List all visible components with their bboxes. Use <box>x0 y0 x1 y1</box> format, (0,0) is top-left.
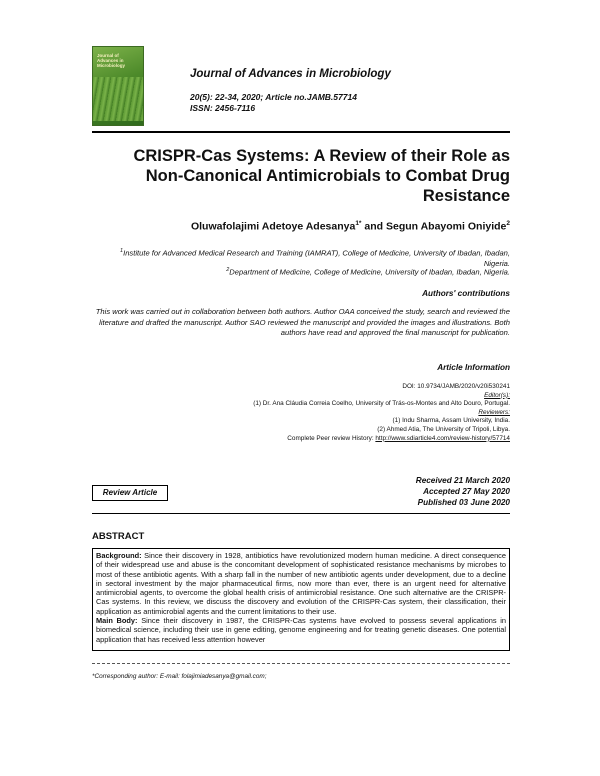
header-divider <box>92 131 510 133</box>
affiliation-2 <box>100 265 510 278</box>
accepted-date: Accepted 27 May 2020 <box>423 487 510 497</box>
editor-entry: (1) Dr. Ana Cláudia Correia Coelho, University of Trás-os-Montes and Alto Douro, Portugal. <box>253 400 510 408</box>
reviewer-entry: (1) Indu Sharma, Assam University, India. <box>392 417 510 425</box>
contributions-heading: Authors' contributions <box>422 289 510 298</box>
corresponding-author-footnote: *Corresponding author: E-mail: folajimiadesanya@gmail.com; <box>92 673 267 680</box>
review-history-label: Complete Peer review History: <box>287 434 376 442</box>
author-superscript: 2 <box>506 220 510 227</box>
abstract-background-label: Background: <box>96 551 142 560</box>
article-type-badge: Review Article <box>92 485 168 501</box>
affiliation-number: 2 <box>226 267 230 273</box>
author-name: Segun Abayomi Oniyide <box>385 220 507 233</box>
journal-issue: 20(5): 22-34, 2020; Article no.JAMB.57714 <box>190 92 357 102</box>
published-date: Published 03 June 2020 <box>417 498 510 508</box>
abstract-main-label: Main Body: <box>96 616 138 626</box>
reviewer-entry: (2) Ahmed Atia, The University of Tripoli, Libya. <box>377 425 510 433</box>
abstract-heading: ABSTRACT <box>92 531 145 542</box>
received-date: Received 21 March 2020 <box>415 476 510 485</box>
contributions-text: This work was carried out in collaboration between both authors. Author OAA conceived the study, search and reviewed the literature and drafted the manuscript. Author SAO reviewed the manuscript and provided the images and illustrations. Both authors have read and approved the final manuscript for publication. <box>95 307 510 338</box>
abstract-main-text: Since their discovery in 1987, the CRISPR-Cas systems have evolved to possess several applications in biomedical science, including their use in gene editing, genome engineering and for treating genetic diseases. One potential application that has received less attention however <box>96 616 506 644</box>
reviewers-label: Reviewers: <box>478 408 510 416</box>
affiliation-number: 1 <box>120 248 124 254</box>
doi: DOI: 10.9734/JAMB/2020/v20i530241 <box>402 383 510 390</box>
abstract-background-text: Since their discovery in 1928, antibiotics have revolutionized modern human medicine. A direct consequence of their widespread use and abuse is the concomitant development of sophisticated resistance mechanisms by microbes to most of these antibiotic agents. With a sharp fall in the number of new antibiotic agents under development, due to a decline in sectoral investment by the major pharmaceutical firms, now more than ever, there is an urgent need for alternative antimicrobial agents, to overcome the global health crisis of antimicrobial resistance. One such alternative are the CRISPR-Cas systems. In this review, we discuss the discovery and evolution of the CRISPR-Cas system, their classification, their application as antimicrobial agents and the current limitations to their use. <box>96 551 506 616</box>
footnote-divider <box>92 663 510 664</box>
abstract-box <box>92 548 510 651</box>
author-superscript: 1* <box>355 220 362 227</box>
editors-label: Editor(s): <box>484 391 510 399</box>
affiliation-text: Department of Medicine, College of Medicine, University of Ibadan, Ibadan, Nigeria. <box>229 267 510 277</box>
journal-name: Journal of Advances in Microbiology <box>190 68 391 80</box>
affiliation-text: Institute for Advanced Medical Research and Training (IAMRAT), College of Medicine, University of Ibadan, Ibadan, Nigeria. <box>123 248 510 269</box>
article-info-heading: Article Information <box>437 363 510 372</box>
publication-dates <box>300 475 510 509</box>
abstract-divider <box>92 513 510 514</box>
cover-artwork <box>93 77 144 121</box>
paper-title: CRISPR-Cas Systems: A Review of their Role as Non-Canonical Antimicrobials to Combat Drug Resistance <box>133 147 510 205</box>
abstract-main-body <box>96 616 506 644</box>
cover-title: Journal of Advances in Microbiology <box>97 53 125 68</box>
article-info-block <box>92 383 510 443</box>
abstract-background <box>96 551 506 616</box>
review-history-link[interactable]: http://www.sdiarticle4.com/review-history/57714 <box>375 434 510 442</box>
author-name: Oluwafolajimi Adetoye Adesanya <box>190 220 356 233</box>
journal-cover-image <box>92 46 144 126</box>
author-list <box>100 220 510 233</box>
journal-issn: ISSN: 2456-7116 <box>190 103 256 113</box>
review-history <box>92 435 510 444</box>
author-joiner: and <box>361 220 386 233</box>
